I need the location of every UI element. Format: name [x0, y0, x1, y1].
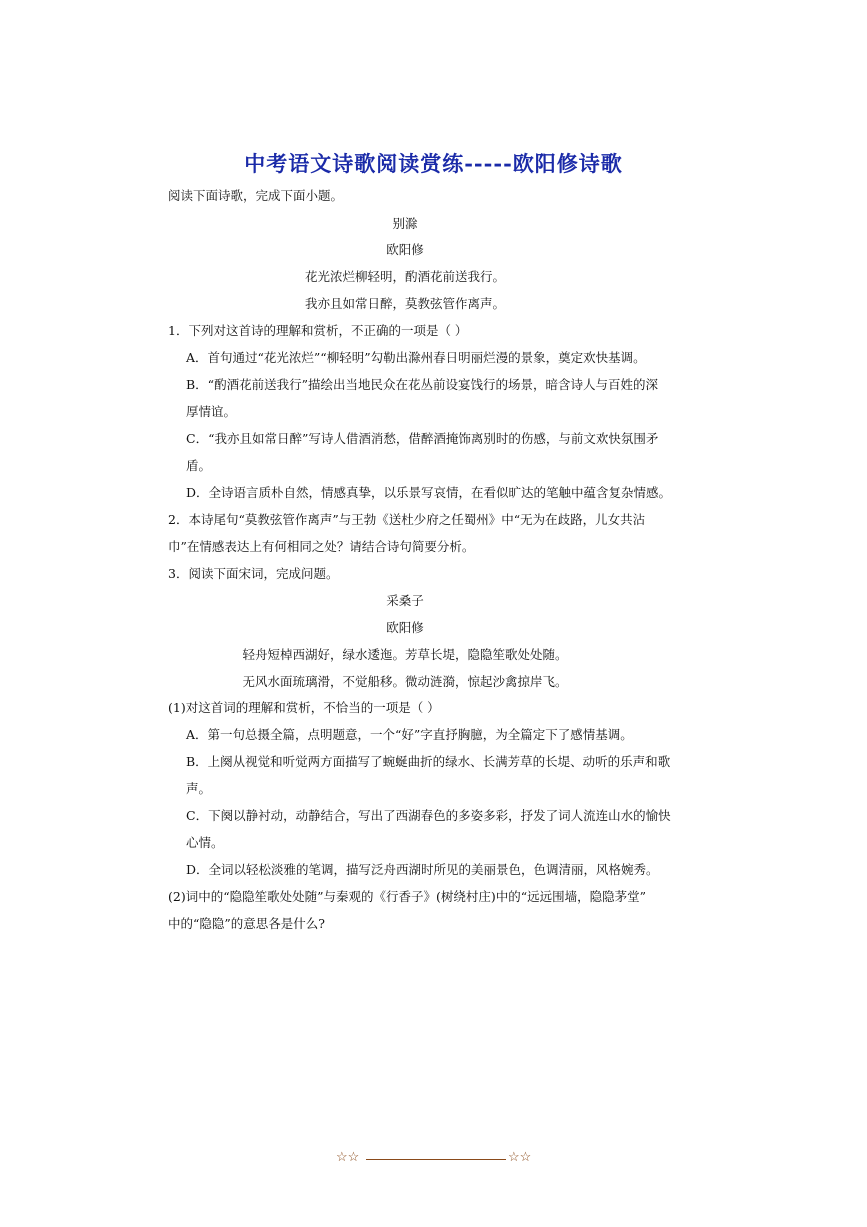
question-stem: 1．下列对这首诗的理解和赏析，不正确的一项是（ ） [168, 323, 468, 338]
question-stem-continued: 巾”在情感表达上有何相同之处？请结合诗句简要分析。 [168, 539, 475, 554]
option-d: D．全诗语言质朴自然，情感真挚，以乐景写哀情，在看似旷达的笔触中蕴含复杂情感。 [186, 485, 672, 500]
question-stem: 3．阅读下面宋词，完成问题。 [168, 566, 339, 581]
option-c-continued: 盾。 [186, 458, 212, 473]
poem-title: 别滁 [392, 216, 418, 231]
option-b: B．上阕从视觉和听觉两方面描写了蜿蜒曲折的绿水、长满芳草的长堤、动听的乐声和歌 [186, 754, 671, 769]
sub-question: (2)词中的“隐隐笙歌处处随”与秦观的《行香子》(树绕村庄)中的“远远围墙，隐隐茅堂” [168, 889, 647, 904]
star-icon: ☆☆ [508, 1150, 532, 1165]
option-b: B．“酌酒花前送我行”描绘出当地民众在花丛前设宴饯行的场景，暗含诗人与百姓的深 [186, 377, 658, 392]
option-c: C．“我亦且如常日醉”写诗人借酒消愁，借醉酒掩饰离别时的伤感，与前文欢快氛围矛 [186, 431, 659, 446]
option-c-continued: 心情。 [186, 835, 224, 850]
poem-author: 欧阳修 [386, 242, 424, 257]
page-title: 中考语文诗歌阅读赏练-----欧阳修诗歌 [244, 151, 623, 176]
poem-author: 欧阳修 [386, 620, 424, 635]
instruction-text: 阅读下面诗歌，完成下面小题。 [168, 188, 344, 203]
poem-line: 花光浓烂柳轻明，酌酒花前送我行。 [304, 269, 505, 284]
option-b-continued: 声。 [186, 781, 212, 796]
star-icon: ☆☆ [336, 1150, 360, 1165]
option-d: D．全词以轻松淡雅的笔调，描写泛舟西湖时所见的美丽景色，色调清丽，风格婉秀。 [186, 862, 659, 877]
option-a: A．第一句总摄全篇，点明题意，一个“好”字直抒胸臆，为全篇定下了感情基调。 [186, 727, 633, 742]
option-c: C．下阕以静衬动，动静结合，写出了西湖春色的多姿多彩，抒发了词人流连山水的愉快 [186, 808, 671, 823]
poem-title: 采桑子 [386, 593, 424, 608]
option-b-continued: 厚情谊。 [186, 404, 237, 419]
question-stem: 2．本诗尾句“莫教弦管作离声”与王勃《送杜少府之任蜀州》中“无为在歧路，儿女共沾 [168, 512, 646, 527]
poem-line: 我亦且如常日醉，莫教弦管作离声。 [304, 296, 505, 311]
sub-question-continued: 中的“隐隐”的意思各是什么? [168, 916, 325, 931]
sub-question: (1)对这首词的理解和赏析，不恰当的一项是（ ） [168, 700, 440, 715]
footer-divider [366, 1159, 506, 1160]
option-a: A．首句通过“花光浓烂”“柳轻明”勾勒出滁州春日明丽烂漫的景象，奠定欢快基调。 [186, 350, 646, 365]
poem-line: 轻舟短棹西湖好，绿水逶迤。芳草长堤，隐隐笙歌处处随。 [242, 647, 568, 662]
poem-line: 无风水面琉璃滑，不觉船移。微动涟漪，惊起沙禽掠岸飞。 [242, 674, 568, 689]
footer-ornament [336, 1150, 536, 1170]
